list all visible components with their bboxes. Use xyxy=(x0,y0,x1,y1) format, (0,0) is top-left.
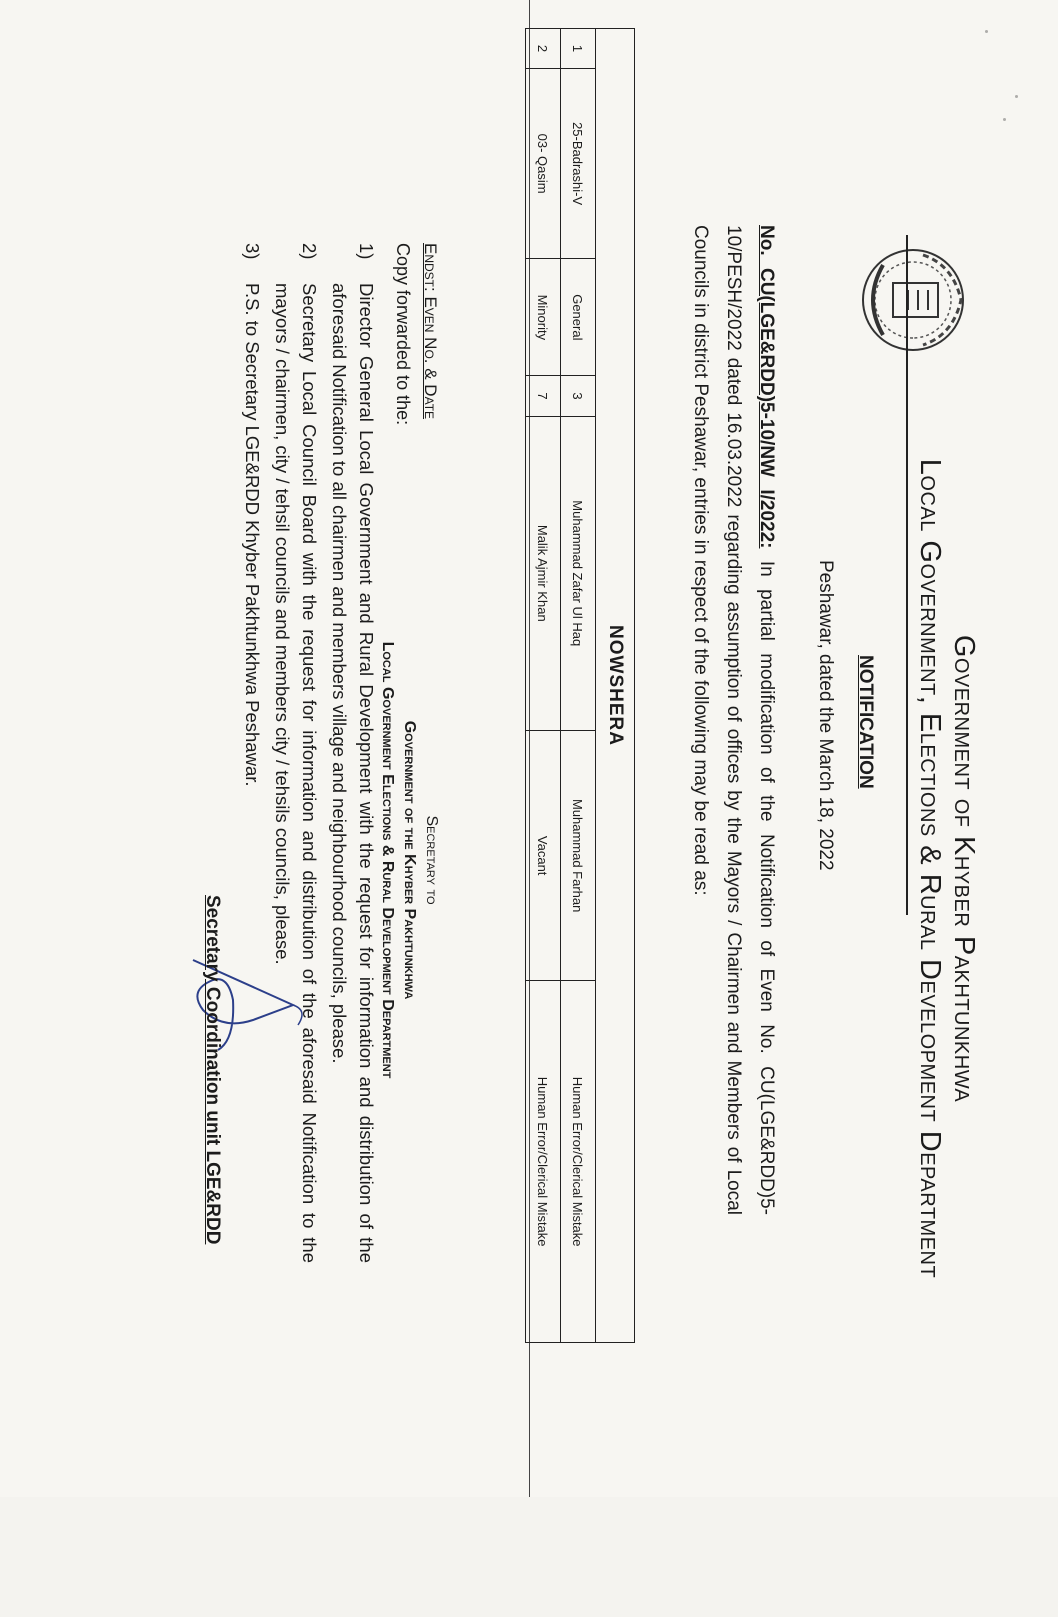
cell-reason: Human Error/Clerical Mistake xyxy=(526,981,561,1343)
copy-forwarded-label: Copy forwarded to the: xyxy=(393,243,413,426)
copy-list-item xyxy=(269,243,323,1263)
notification-body-text: In partial modification of the Notification of Even No. CU(LGE&RDD)5-10/PESH/2022 dated 16.03.2022 regarding assumption of offices by the Mayors / Chairmen and Members of Local Councils in district Peshawar, entries in respect of the following may be read as: xyxy=(690,225,777,1215)
department-title: Local Government, Elections & Rural Development Department xyxy=(914,458,946,1279)
notification-dateline: Peshawar, dated the March 18, 2022 xyxy=(815,560,836,871)
notification-heading: NOTIFICATION xyxy=(855,655,876,789)
header-divider xyxy=(906,235,908,915)
cell-previous: Muhammad Zafar Ul Haq xyxy=(561,416,596,731)
cell-category: General xyxy=(561,259,596,376)
secretary-line-1: Secretary to xyxy=(423,815,440,905)
cell-council: 25-Badrashi-V xyxy=(561,69,596,259)
notification-body xyxy=(684,225,783,1215)
secretary-line-2: Government of the Khyber Pakhtunkhwa xyxy=(401,720,418,1000)
table-row xyxy=(561,29,596,1343)
cell-category: Minority xyxy=(526,259,561,376)
scan-speck xyxy=(985,30,988,33)
copy-item-text: Secretary Local Council Board with the request for information and distribution of the aforesaid Notification to the mayors / chairmen, city / tehsil councils and members city / tehsils councils, please. xyxy=(272,283,320,1263)
cell-sno: 1 xyxy=(561,29,596,69)
copy-item-text: P.S. to Secretary LGE&RDD Khyber Pakhtunkhwa Peshawar. xyxy=(242,283,263,787)
reference-number: No. CU(LGE&RDD)5-10/NW I/2022: xyxy=(756,225,777,549)
scan-speck xyxy=(1003,118,1006,121)
endorsement-label: Endst: Even No. & Date xyxy=(421,243,440,420)
nowshera-table xyxy=(525,28,635,1343)
copy-list-item xyxy=(326,243,380,1263)
cell-sno: 2 xyxy=(526,29,561,69)
copy-item-number: 3) xyxy=(242,243,263,260)
secretary-line-3: Local Government Elections & Rural Development Department xyxy=(379,641,396,1079)
table-region-header: NOWSHERA xyxy=(596,29,635,1343)
cell-corrected: Vacant xyxy=(526,731,561,981)
table-row xyxy=(526,29,561,1343)
cell-serial: 3 xyxy=(561,376,596,416)
copy-list-item xyxy=(239,243,266,1263)
scan-speck xyxy=(1015,95,1018,98)
cell-reason: Human Error/Clerical Mistake xyxy=(561,981,596,1343)
cell-previous: Malik Ajmir Khan xyxy=(526,416,561,731)
signatory-title: Secretary Coordination unit LGE&RDD xyxy=(202,895,223,1245)
cell-corrected: Muhammad Farhan xyxy=(561,731,596,981)
copy-item-text: Director General Local Government and Rural Development with the request for information and distribution of the aforesaid Notification to all chairmen and members village and neighbourhood councils, please. xyxy=(329,283,377,1263)
copy-item-number: 1) xyxy=(356,243,377,260)
government-title: Government of Khyber Pakhtunkhwa xyxy=(948,634,980,1103)
cell-council: 03- Qasim xyxy=(526,69,561,259)
handwritten-signature xyxy=(178,950,313,1060)
copy-item-number: 2) xyxy=(299,243,320,260)
cell-serial: 7 xyxy=(526,376,561,416)
